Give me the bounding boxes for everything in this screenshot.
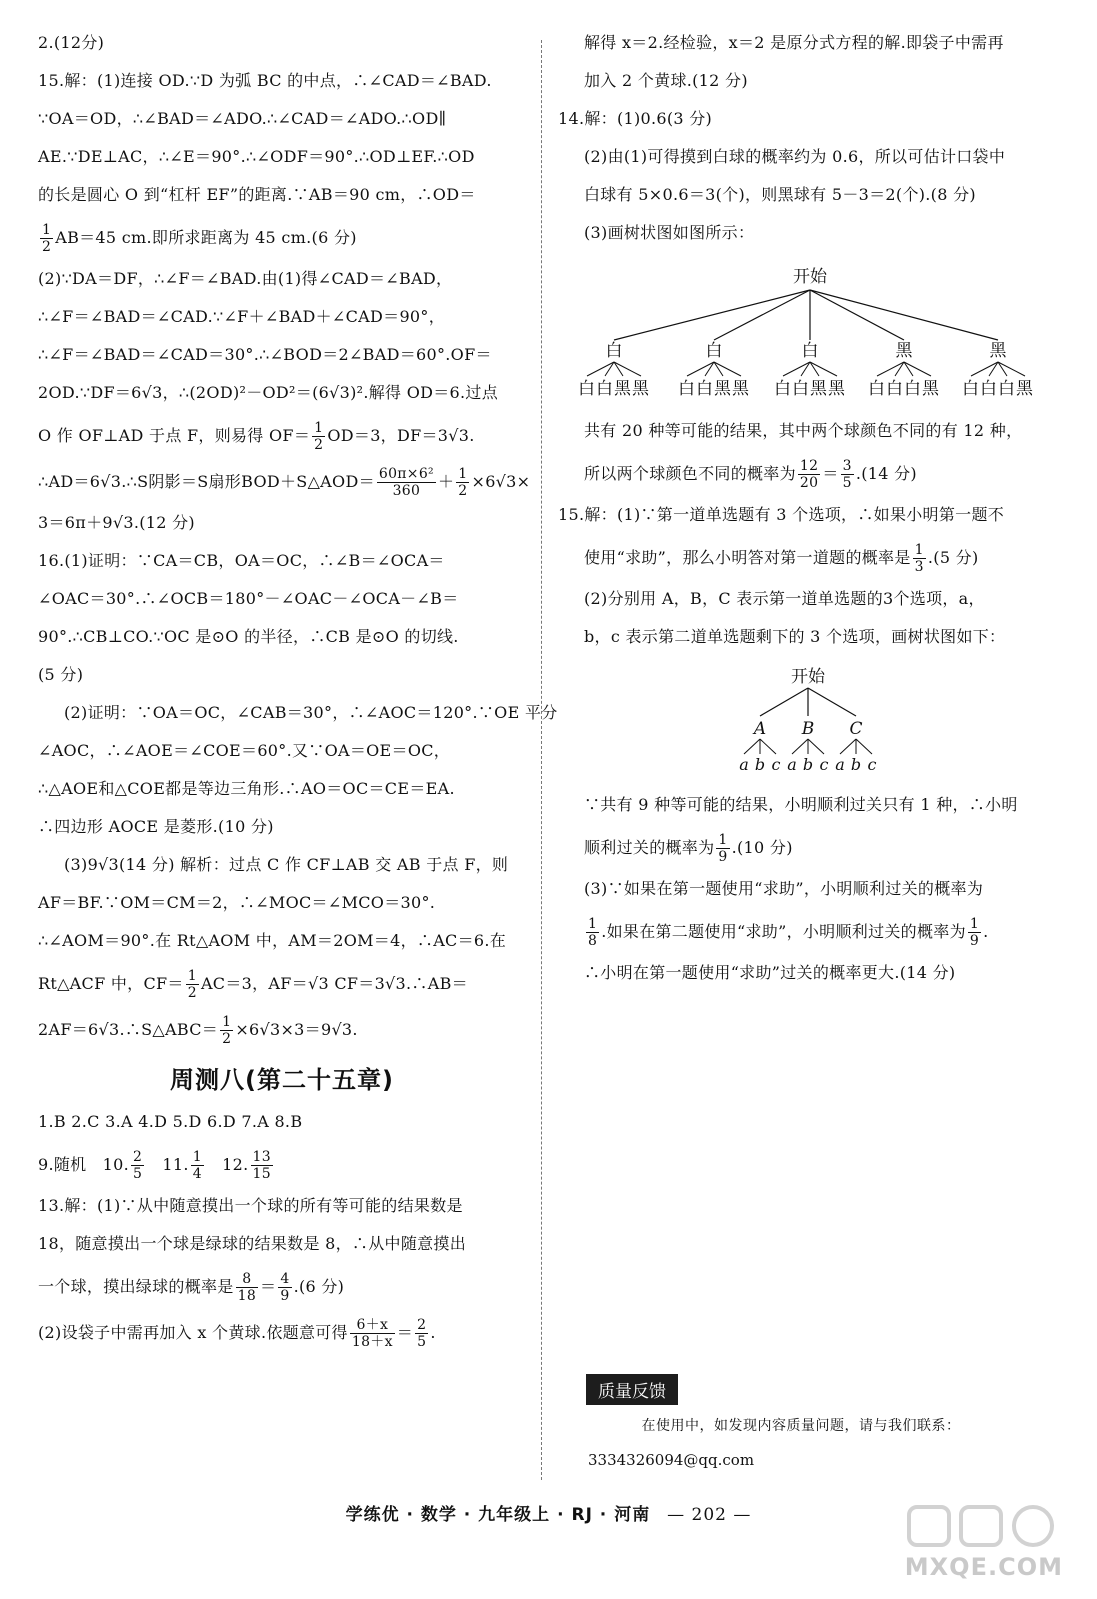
fraction: $\frac{1}{2}$	[458, 466, 468, 499]
fraction: $\frac{\text{60π×6²}}{360}$	[378, 466, 434, 499]
fill-in-answers: 9.随机 10. $\frac{2}{5}$ 11. $\frac{1}{4}$ 12. $\frac{13}{15}$	[38, 1149, 271, 1182]
fraction: $\frac{2}{5}$	[417, 1317, 427, 1350]
text-line: ∵OA＝OD，∴∠BAD＝∠ADO.∴∠CAD＝∠ADO.∴OD∥	[38, 109, 447, 128]
tree-leaf-group: 白白黑黑	[678, 379, 750, 399]
column-divider	[541, 40, 542, 1480]
tree-node: 白	[801, 341, 819, 361]
text-line: 14.解：(1)0.6(3 分)	[558, 109, 713, 128]
tree-branch	[792, 739, 808, 754]
watermark-logo-icon	[907, 1503, 1057, 1549]
fraction: $\frac{1}{9}$	[718, 832, 728, 865]
tree-diagram-options	[558, 664, 1044, 776]
chapter-title: 周测八(第二十五章)	[170, 1066, 394, 1094]
fraction: $\frac{6+x}{18+x}$	[351, 1317, 393, 1350]
page-number: — 202 —	[667, 1505, 752, 1525]
text-line: (2)设袋子中需再加入 x 个黄球.依题意可得 $\frac{6+x}{18+x}$ ＝ $\frac{2}{5}$ .	[38, 1317, 436, 1350]
text-line: 16.(1)证明：∵CA＝CB，OA＝OC，∴∠B＝∠OCA＝	[38, 551, 445, 570]
text-line: Rt△ACF 中，CF＝ $\frac{1}{2}$ AC＝3，AF＝√3 CF＝3√3.∴AB＝	[38, 968, 468, 1001]
text-line: 解得 x＝2.经检验，x＝2 是原分式方程的解.即袋子中需再	[584, 33, 1004, 52]
text-line: (3)∵如果在第一题使用“求助”，小明顺利过关的概率为	[584, 879, 984, 898]
text-line: (2)分别用 A，B，C 表示第一道单选题的3个选项，a，	[584, 589, 985, 608]
feedback-email[interactable]: 3334326094@qq.com	[588, 1451, 755, 1469]
text-line: (5 分)	[38, 665, 84, 684]
tree-branch	[840, 739, 856, 754]
text-line: (2)证明：∵OA＝OC，∠CAB＝30°，∴∠AOC＝120°.∵OE 平分	[64, 703, 558, 722]
text-line: (3)9√3(14 分) 解析：过点 C 作 CF⊥AB 交 AB 于点 F，则	[64, 855, 509, 874]
text-line: AF＝BF.∵OM＝CM＝2，∴∠MOC＝∠MCO＝30°.	[38, 893, 436, 912]
tree-node: 白	[605, 341, 623, 361]
text-line: ∴∠AOM＝90°.在 Rt△AOM 中，AM＝2OM＝4，∴AC＝6.在	[38, 931, 507, 950]
tree-node: A	[753, 719, 767, 739]
tree-branch	[810, 290, 904, 340]
tree-leaf: c	[819, 755, 829, 774]
text-line: (2)由(1)可得摸到白球的概率约为 0.6，所以可估计口袋中	[584, 147, 1006, 166]
text-line: 2AF＝6√3.∴S△ABC＝ $\frac{1}{2}$ ×6√3×3＝9√3.	[38, 1014, 358, 1047]
text-line: ∴四边形 AOCE 是菱形.(10 分)	[38, 817, 274, 836]
text-line: 使用“求助”，那么小明答对第一道题的概率是 $\frac{1}{3}$ .(5 分)	[584, 542, 979, 575]
right-column	[558, 32, 1044, 1469]
tree-branch	[808, 739, 824, 754]
tree-leaf-group: 白白黑黑	[774, 379, 846, 399]
text-line: AE.∵DE⊥AC，∴∠E＝90°.∴∠ODF＝90°.∴OD⊥EF.∴OD	[38, 147, 475, 166]
tree-leaf-group: 白白黑黑	[578, 379, 650, 399]
tree-diagram-balls	[558, 260, 1044, 402]
tree-branch	[714, 290, 810, 340]
text-line: 90°.∴CB⊥CO.∵OC 是⊙O 的半径，∴CB 是⊙O 的切线.	[38, 627, 459, 646]
text-line: b，c 表示第二道单选题剩下的 3 个选项，画树状图如下：	[584, 627, 1006, 646]
text-line: ∴∠F＝∠BAD＝∠CAD＝30°.∴∠BOD＝2∠BAD＝60°.OF＝	[38, 345, 492, 364]
text-line: 的长是圆心 O 到“杠杆 EF”的距离.∵AB＝90 cm，∴OD＝	[38, 185, 476, 204]
tree-leaf: c	[771, 755, 781, 774]
text-line: 一个球，摸出绿球的概率是 $\frac{8}{18}$ ＝ $\frac{4}{9}$ .(6 分)	[38, 1271, 345, 1304]
text-line: 共有 20 种等可能的结果，其中两个球颜色不同的有 12 种，	[584, 421, 1023, 440]
text-line: ∠OAC＝30°.∴∠OCB＝180°－∠OAC－∠OCA－∠B＝	[38, 589, 459, 608]
text-line: 所以两个球颜色不同的概率为 $\frac{12}{20}$ ＝ $\frac{3}{5}$ .(14 分)	[584, 458, 917, 491]
tree-branch	[810, 290, 998, 340]
text-line: ∠AOC，∴∠AOE＝∠COE＝60°.又∵OA＝OE＝OC，	[38, 741, 451, 760]
tree-leaf: a	[787, 755, 797, 774]
tree-root: 开始	[793, 267, 827, 287]
text-line: (3)画树状图如图所示：	[584, 223, 755, 242]
left-column	[38, 32, 558, 1363]
tree-node: 黑	[895, 341, 913, 361]
text-line: 15.解：(1)∵第一道单选题有 3 个选项，∴如果小明第一题不	[558, 505, 1005, 524]
fraction: $\frac{1}{2}$	[314, 420, 324, 453]
tree-branch	[760, 688, 808, 716]
tree-branch	[856, 739, 872, 754]
text-line: 2OD.∵DF＝6√3，∴(2OD)²－OD²＝(6√3)².解得 OD＝6.过点	[38, 383, 499, 402]
tree-node: B	[801, 719, 815, 739]
tree-branch	[808, 688, 856, 716]
tree-branch	[744, 739, 760, 754]
watermark-text: MXQE.COM	[904, 1553, 1063, 1581]
text-line: ∴AD＝6√3.∴S阴影＝S扇形BOD＋S△AOD＝ $\frac{\text{60π×6²}}{360}$ ＋ $\frac{1}{2}$ ×6√3×	[38, 466, 531, 499]
fraction: $\frac{8}{18}$	[237, 1271, 257, 1304]
text-line: 13.解：(1)∵从中随意摸出一个球的所有等可能的结果数是	[38, 1196, 463, 1215]
fraction: $\frac{1}{8}$	[588, 916, 598, 949]
tree-leaf: b	[802, 755, 814, 774]
tree-node: C	[849, 719, 863, 739]
tree-leaf: b	[850, 755, 862, 774]
tree-leaf: a	[835, 755, 845, 774]
multiple-choice-answers: 1.B 2.C 3.A 4.D 5.D 6.D 7.A 8.B	[38, 1112, 303, 1131]
fraction: $\frac{2}{5}$	[133, 1149, 143, 1182]
tree-leaf: b	[754, 755, 766, 774]
fraction: $\frac{3}{5}$	[842, 458, 852, 491]
fraction: $\frac{1}{2}$	[187, 968, 197, 1001]
text-line: 15.解：(1)连接 OD.∵D 为弧 BC 的中点，∴∠CAD＝∠BAD.	[38, 71, 492, 90]
text-line: 加入 2 个黄球.(12 分)	[584, 71, 748, 90]
feedback-badge: 质量反馈	[586, 1374, 678, 1405]
tree-leaf: a	[739, 755, 749, 774]
text-line: (2)∵DA＝DF，∴∠F＝∠BAD.由(1)得∠CAD＝∠BAD，	[38, 269, 453, 288]
fraction: $\frac{1}{3}$	[914, 542, 924, 575]
fraction: $\frac{12}{20}$	[799, 458, 819, 491]
tree-leaf-group: 白白白黑	[962, 379, 1034, 399]
fraction: $\frac{1}{2}$	[42, 222, 52, 255]
text-line: 18，随意摸出一个球是绿球的结果数是 8，∴从中随意摸出	[38, 1234, 467, 1253]
text-line: 顺利过关的概率为 $\frac{1}{9}$ .(10 分)	[584, 832, 793, 865]
tree-node: 白	[705, 341, 723, 361]
text-line: 白球有 5×0.6＝3(个)，则黑球有 5－3＝2(个).(8 分)	[584, 185, 976, 204]
book-info: 学练优 · 数学 · 九年级上 · RJ · 河南	[345, 1505, 651, 1525]
fraction: $\frac{1}{2}$	[222, 1014, 232, 1047]
fraction: $\frac{1}{9}$	[969, 916, 980, 949]
text-line: 2.(12分)	[38, 33, 105, 52]
text-line: 3＝6π＋9√3.(12 分)	[38, 513, 195, 532]
text-line: ∴小明在第一题使用“求助”过关的概率更大.(14 分)	[584, 963, 956, 982]
text-line: ∴∠F＝∠BAD＝∠CAD.∵∠F＋∠BAD＋∠CAD＝90°，	[38, 307, 446, 326]
text-line: O 作 OF⊥AD 于点 F，则易得 OF＝ $\frac{1}{2}$ OD＝3，DF＝3√3.	[38, 420, 475, 453]
feedback-text: 在使用中，如发现内容质量问题，请与我们联系：	[641, 1418, 961, 1434]
tree-branch	[614, 290, 810, 340]
text-line: $\frac{1}{8}$ .如果在第二题使用“求助”，小明顺利过关的概率为 $\frac{1}{9}$ .	[588, 916, 989, 949]
tree-root: 开始	[791, 667, 825, 687]
fraction: $\frac{1}{4}$	[192, 1149, 202, 1182]
tree-leaf: c	[867, 755, 877, 774]
tree-branch	[760, 739, 776, 754]
tree-node: 黑	[989, 341, 1007, 361]
tree-leaf-group: 白白白黑	[868, 379, 940, 399]
text-line: ∴△AOE和△COE都是等边三角形.∴AO＝OC＝CE＝EA.	[38, 779, 455, 798]
fraction: $\frac{13}{15}$	[252, 1149, 271, 1182]
text-line: $\frac{1}{2}$ AB＝45 cm.即所求距离为 45 cm.(6 分)	[42, 222, 357, 255]
fraction: $\frac{4}{9}$	[280, 1271, 290, 1304]
text-line: ∵共有 9 种等可能的结果，小明顺利过关只有 1 种，∴小明	[584, 795, 1018, 814]
